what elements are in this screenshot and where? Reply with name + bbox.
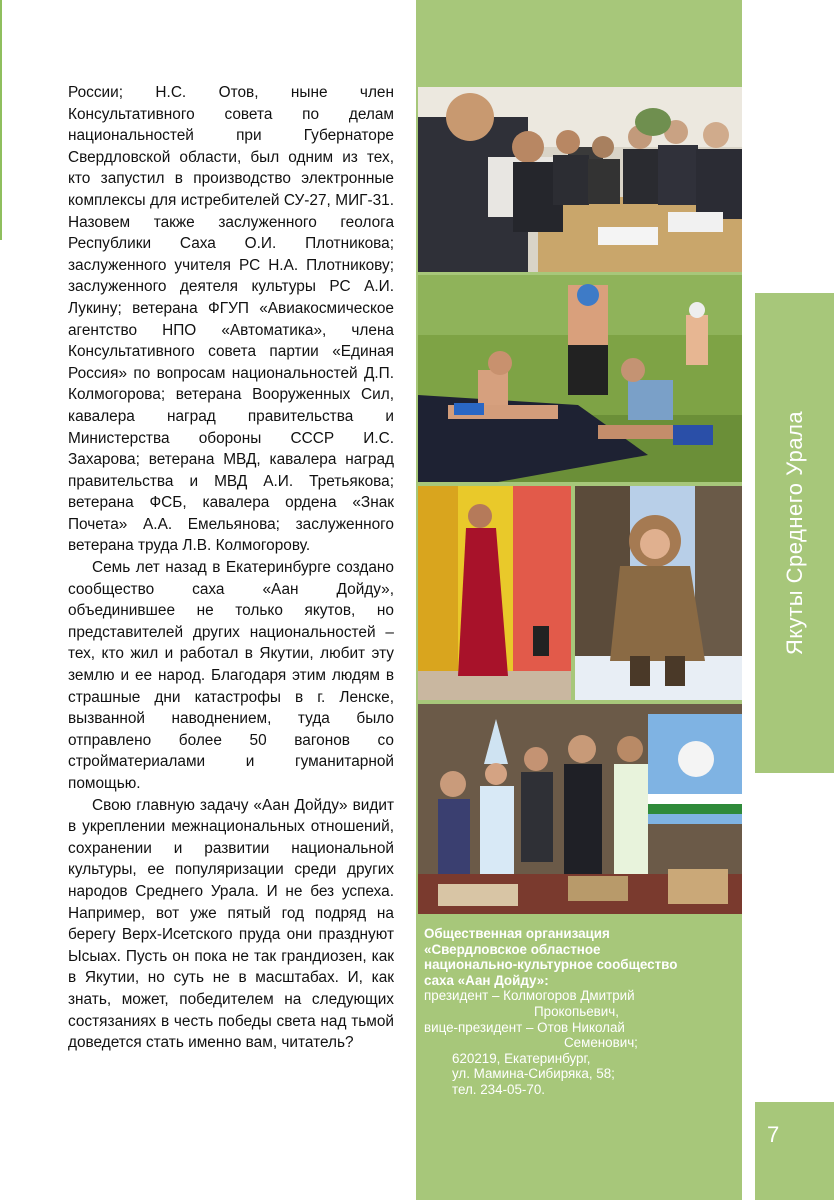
left-margin-rule <box>0 0 2 240</box>
address-line-2: ул. Мамина-Сибиряка, 58; <box>452 1066 615 1082</box>
president-line-2: Прокопьевич, <box>534 1003 619 1019</box>
article-body <box>68 82 394 1054</box>
president-line-1: президент – Колмогоров Дмитрий <box>424 988 635 1004</box>
vice-line-1: вице-президент – Отов Николай <box>424 1019 625 1035</box>
org-line-4: саха «Аан Дойду»: <box>424 972 549 988</box>
paragraph-3: Свою главную задачу «Аан Дойду» видит в укреплении межнациональных отношений, сохранении и развитии национальной культуры, ее популяризации среди других народов Среднего Урала. И не без успеха. Например, вот уже пятый год подряд на берегу Верх-Исетского пруда они празднуют Ысыах. Пусть он пока не так грандиозен, как в Якутии, но суть не в масштабах. И, как знать, может, победителем на следующих состязаниях в честь победы света над тьмой доведется стать именно вам, читатель? <box>68 796 394 1052</box>
side-title-tab <box>755 293 834 773</box>
paragraph-1: России; Н.С. Отов, ныне член Консультативного совета по делам национальностей при Губернаторе Свердловской области, был одним из тех, кто запустил в производство электронные комплексы для истребителей СУ-27, МИГ-31. Назовем также заслуженного геолога Республики Саха О.И. Плотникова; заслуженного учителя РС Н.А. Плотникову; заслуженного деятеля культуры РС А.И. Лукину; ветерана ФГУП «Авиакосмическое агентство НПО «Автоматика», члена Консультативного совета партии «Единая Россия» по вопросам национальностей Д.П. Колмогорова; ветерана Вооруженных Сил, кавалера наград правительства и Министерства обороны СССР И.С. Захарова; ветерана МВД, кавалера наград правительства и МВД А.И. Третьякова; ветерана ФСБ, кавалера ордена «Знак Почета» А.А. Емельянова; заслуженного ветерана труда Л.В. Колмогорову. <box>68 84 394 555</box>
phone-line: тел. 234-05-70. <box>452 1081 546 1097</box>
paragraph-2: Семь лет назад в Екатеринбурге создано сообщество саха «Аан Дойду», объединившее не только якутов, но представителей других национальностей – тех, кто жил и работал в Якутии, любит эту землю и ее народ. Благодаря этим людям в страшные дни катастрофы в г. Ленске, вызванной наводнением, туда было отправлено более 50 вагонов со стройматериалами и гуманитарной помощью. <box>68 559 394 792</box>
vice-line-2: Семенович; <box>564 1035 638 1051</box>
address-line-1: 620219, Екатеринбург, <box>452 1050 591 1066</box>
page-number-tab <box>755 1102 834 1200</box>
page-number: 7 <box>767 1122 780 1147</box>
singer-photo <box>418 486 571 700</box>
photo-caption <box>424 926 736 1098</box>
side-title: Якуты Среднего Урала <box>781 410 807 656</box>
exhibition-photo <box>418 704 742 914</box>
child-fur-photo <box>575 486 742 700</box>
outdoor-sport-photo <box>418 275 742 482</box>
org-line-2: «Свердловское областное <box>424 941 601 957</box>
org-line-3: национально-культурное сообщество <box>424 957 678 973</box>
meeting-photo <box>418 87 742 272</box>
org-line-1: Общественная организация <box>424 926 610 941</box>
